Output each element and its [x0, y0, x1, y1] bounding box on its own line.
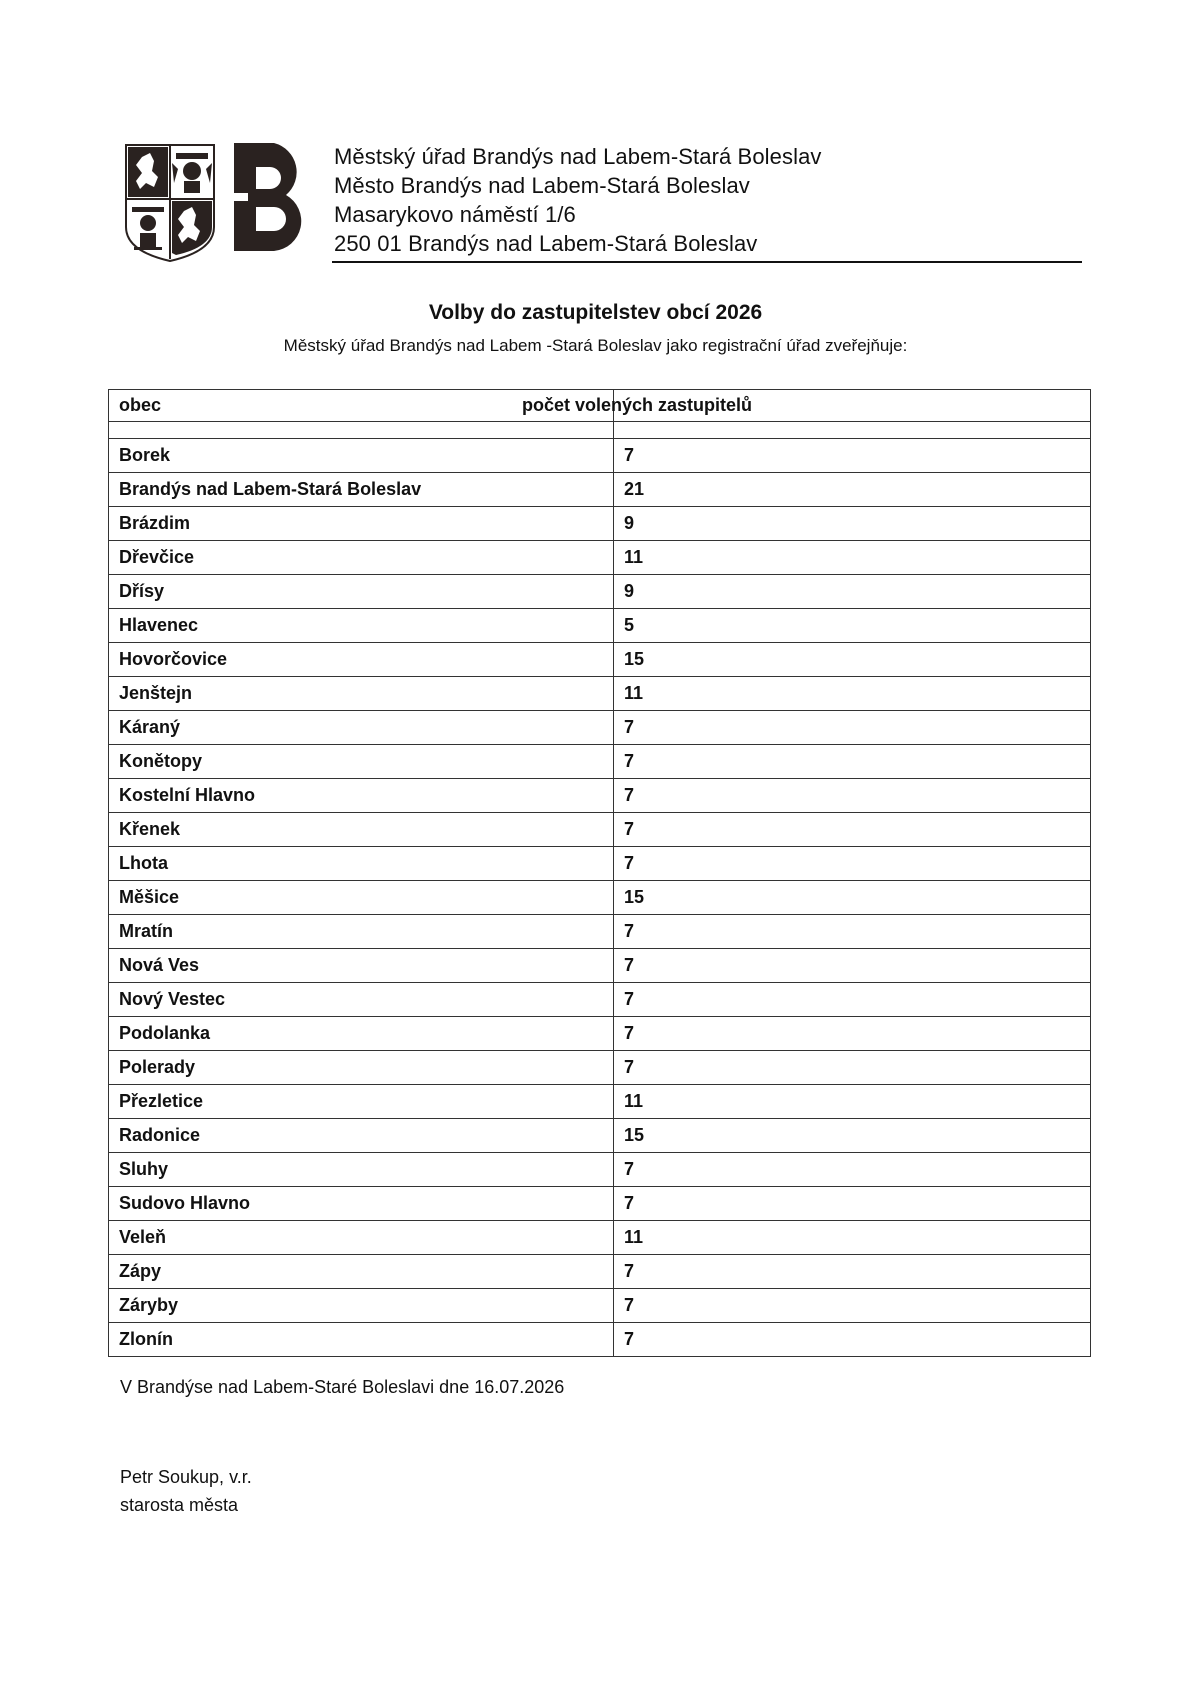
count-cell: 7	[614, 1289, 1091, 1323]
count-cell: 7	[614, 1017, 1091, 1051]
table-row	[109, 1187, 1091, 1221]
municipality-cell: Podolanka	[109, 1017, 614, 1051]
municipality-cell: Nový Vestec	[109, 983, 614, 1017]
table-row	[109, 473, 1091, 507]
table-row	[109, 1085, 1091, 1119]
document-subtitle: Městský úřad Brandýs nad Labem -Stará Boleslav jako registrační úřad zveřejňuje:	[283, 336, 908, 355]
table-row	[109, 745, 1091, 779]
table-row	[109, 677, 1091, 711]
table-row	[109, 1289, 1091, 1323]
municipality-cell: Měšice	[109, 881, 614, 915]
signer-role: starosta města	[120, 1495, 239, 1515]
table-row	[109, 983, 1091, 1017]
count-cell: 15	[614, 643, 1091, 677]
municipality-cell: Brandýs nad Labem-Stará Boleslav	[109, 473, 614, 507]
count-cell: 21	[614, 473, 1091, 507]
table-row	[109, 643, 1091, 677]
document-title: Volby do zastupitelstev obcí 2026	[428, 301, 763, 324]
count-cell: 7	[614, 779, 1091, 813]
municipality-cell: Sudovo Hlavno	[109, 1187, 614, 1221]
street-address: Masarykovo náměstí 1/6	[334, 202, 576, 227]
table-row	[109, 779, 1091, 813]
b-logo-icon	[234, 143, 312, 251]
count-cell: 11	[614, 1085, 1091, 1119]
table-header-row	[109, 390, 1091, 422]
table-row	[109, 439, 1091, 473]
count-cell: 7	[614, 439, 1091, 473]
table-spacer-row	[109, 422, 1091, 439]
municipality-cell: Přezletice	[109, 1085, 614, 1119]
header-count: počet volených zastupitelů	[614, 390, 1091, 422]
municipality-cell: Polerady	[109, 1051, 614, 1085]
count-cell: 7	[614, 745, 1091, 779]
header-divider	[332, 261, 1082, 263]
table-row	[109, 847, 1091, 881]
table-row	[109, 1221, 1091, 1255]
signature-block	[120, 1463, 252, 1519]
table-row	[109, 711, 1091, 745]
table-row	[109, 1051, 1091, 1085]
count-cell: 15	[614, 1119, 1091, 1153]
municipality-cell: Mratín	[109, 915, 614, 949]
count-cell: 7	[614, 813, 1091, 847]
count-cell: 11	[614, 541, 1091, 575]
table-row	[109, 1323, 1091, 1357]
count-cell: 9	[614, 575, 1091, 609]
municipality-cell: Jenštejn	[109, 677, 614, 711]
table-row	[109, 1119, 1091, 1153]
coat-of-arms-icon	[124, 143, 216, 263]
municipality-cell: Nová Ves	[109, 949, 614, 983]
municipality-cell: Konětopy	[109, 745, 614, 779]
count-cell: 7	[614, 949, 1091, 983]
table-row	[109, 575, 1091, 609]
municipality-cell: Záryby	[109, 1289, 614, 1323]
table-row	[109, 1255, 1091, 1289]
header-municipality: obec	[109, 390, 614, 422]
count-cell: 7	[614, 1051, 1091, 1085]
municipality-cell: Borek	[109, 439, 614, 473]
count-cell: 9	[614, 507, 1091, 541]
spacer-cell	[109, 422, 614, 439]
count-cell: 5	[614, 609, 1091, 643]
count-cell: 11	[614, 677, 1091, 711]
count-cell: 15	[614, 881, 1091, 915]
table-row	[109, 541, 1091, 575]
date-line: V Brandýse nad Labem-Staré Boleslavi dne 16.07.2026	[120, 1377, 565, 1397]
municipality-cell: Křenek	[109, 813, 614, 847]
table-row	[109, 881, 1091, 915]
count-cell: 7	[614, 1153, 1091, 1187]
signer-name: Petr Soukup, v.r.	[120, 1467, 252, 1487]
count-cell: 7	[614, 847, 1091, 881]
count-cell: 7	[614, 1255, 1091, 1289]
table-row	[109, 609, 1091, 643]
municipality-cell: Hovorčovice	[109, 643, 614, 677]
table-row	[109, 1153, 1091, 1187]
municipality-cell: Veleň	[109, 1221, 614, 1255]
count-cell: 11	[614, 1221, 1091, 1255]
municipality-cell: Hlavenec	[109, 609, 614, 643]
address-block	[334, 142, 822, 258]
table-row	[109, 949, 1091, 983]
count-cell: 7	[614, 915, 1091, 949]
municipality-cell: Lhota	[109, 847, 614, 881]
count-cell: 7	[614, 1187, 1091, 1221]
table-row	[109, 1017, 1091, 1051]
office-name: Městský úřad Brandýs nad Labem-Stará Boleslav	[334, 144, 822, 169]
table-row	[109, 813, 1091, 847]
municipality-cell: Káraný	[109, 711, 614, 745]
city-name: Město Brandýs nad Labem-Stará Boleslav	[334, 173, 750, 198]
municipality-cell: Zápy	[109, 1255, 614, 1289]
postal-address: 250 01 Brandýs nad Labem-Stará Boleslav	[334, 231, 758, 256]
letterhead	[124, 140, 1082, 268]
municipality-cell: Dřísy	[109, 575, 614, 609]
representatives-table	[108, 389, 1091, 1357]
table-row	[109, 915, 1091, 949]
municipality-cell: Radonice	[109, 1119, 614, 1153]
municipality-cell: Dřevčice	[109, 541, 614, 575]
municipality-cell: Zlonín	[109, 1323, 614, 1357]
municipality-cell: Sluhy	[109, 1153, 614, 1187]
count-cell: 7	[614, 983, 1091, 1017]
count-cell: 7	[614, 1323, 1091, 1357]
municipality-cell: Kostelní Hlavno	[109, 779, 614, 813]
spacer-cell	[614, 422, 1091, 439]
count-cell: 7	[614, 711, 1091, 745]
table-row	[109, 507, 1091, 541]
municipality-cell: Brázdim	[109, 507, 614, 541]
